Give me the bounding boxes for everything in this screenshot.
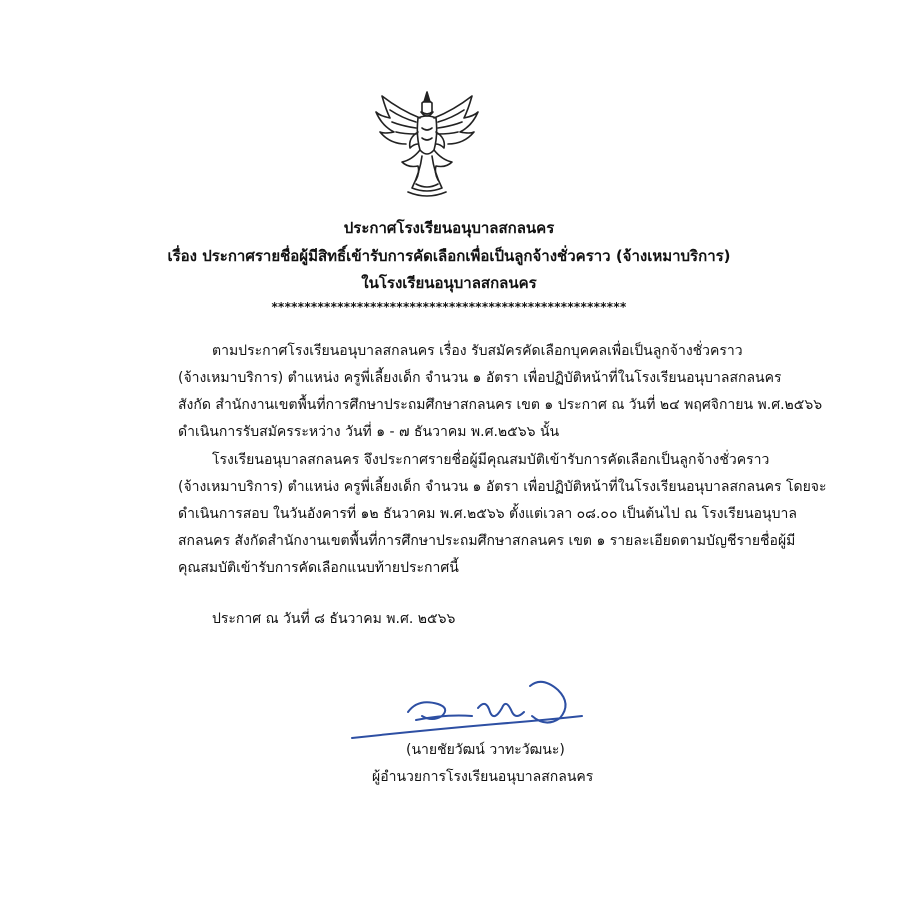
paragraph2-line: (จ้างเหมาบริการ) ตำแหน่ง ครูพี่เลี้ยงเด็ก จำนวน ๑ อัตรา เพื่อปฏิบัติหน้าที่ในโรงเรียนอนุบาลสกลนคร โดยจะ (178, 479, 827, 495)
paragraph2-line: คุณสมบัติเข้ารับการคัดเลือกแนบท้ายประกาศนี้ (178, 560, 459, 576)
signatory-title: ผู้อำนวยการโรงเรียนอนุบาลสกลนคร (372, 769, 594, 785)
announcement-subject: เรื่อง ประกาศรายชื่อผู้มีสิทธิ์เข้ารับการคัดเลือกเพื่อเป็นลูกจ้างชั่วคราว (จ้างเหมาบริการ) (167, 247, 731, 265)
signatory-name: (นายชัยวัฒน์ วาทะวัฒนะ) (406, 742, 565, 758)
paragraph2-line: ดำเนินการสอบ ในวันอังคารที่ ๑๒ ธันวาคม พ.ศ.๒๕๖๖ ตั้งแต่เวลา ๐๘.๐๐ เป็นต้นไป ณ โรงเรียนอนุบาล (178, 506, 797, 522)
announcement-title: ประกาศโรงเรียนอนุบาลสกลนคร (343, 219, 555, 237)
header-separator: ****************************************************** (271, 300, 627, 314)
garuda-emblem-icon (372, 88, 482, 200)
handwritten-signature (346, 668, 586, 750)
paragraph1-line: ตามประกาศโรงเรียนอนุบาลสกลนคร เรื่อง รับสมัครคัดเลือกบุคคลเพื่อเป็นลูกจ้างชั่วคราว (212, 343, 743, 359)
paragraph1-line: สังกัด สำนักงานเขตพื้นที่การศึกษาประถมศึกษาสกลนคร เขต ๑ ประกาศ ณ วันที่ ๒๔ พฤศจิกายน พ.ศ.๒๕๖๖ (178, 397, 823, 413)
paragraph2-line: โรงเรียนอนุบาลสกลนคร จึงประกาศรายชื่อผู้มีคุณสมบัติเข้ารับการคัดเลือกเป็นลูกจ้างชั่วคราว (212, 452, 770, 468)
announcement-location: ในโรงเรียนอนุบาลสกลนคร (361, 274, 537, 292)
paragraph1-line: (จ้างเหมาบริการ) ตำแหน่ง ครูพี่เลี้ยงเด็ก จำนวน ๑ อัตรา เพื่อปฏิบัติหน้าที่ในโรงเรียนอนุบาลสกลนคร (178, 370, 782, 386)
announcement-date: ประกาศ ณ วันที่ ๘ ธันวาคม พ.ศ. ๒๕๖๖ (212, 611, 456, 627)
paragraph1-line: ดำเนินการรับสมัครระหว่าง วันที่ ๑ - ๗ ธันวาคม พ.ศ.๒๕๖๖ นั้น (178, 424, 560, 440)
paragraph2-line: สกลนคร สังกัดสำนักงานเขตพื้นที่การศึกษาประถมศึกษาสกลนคร เขต ๑ รายละเอียดตามบัญชีรายชื่อผู้มี (178, 533, 796, 549)
